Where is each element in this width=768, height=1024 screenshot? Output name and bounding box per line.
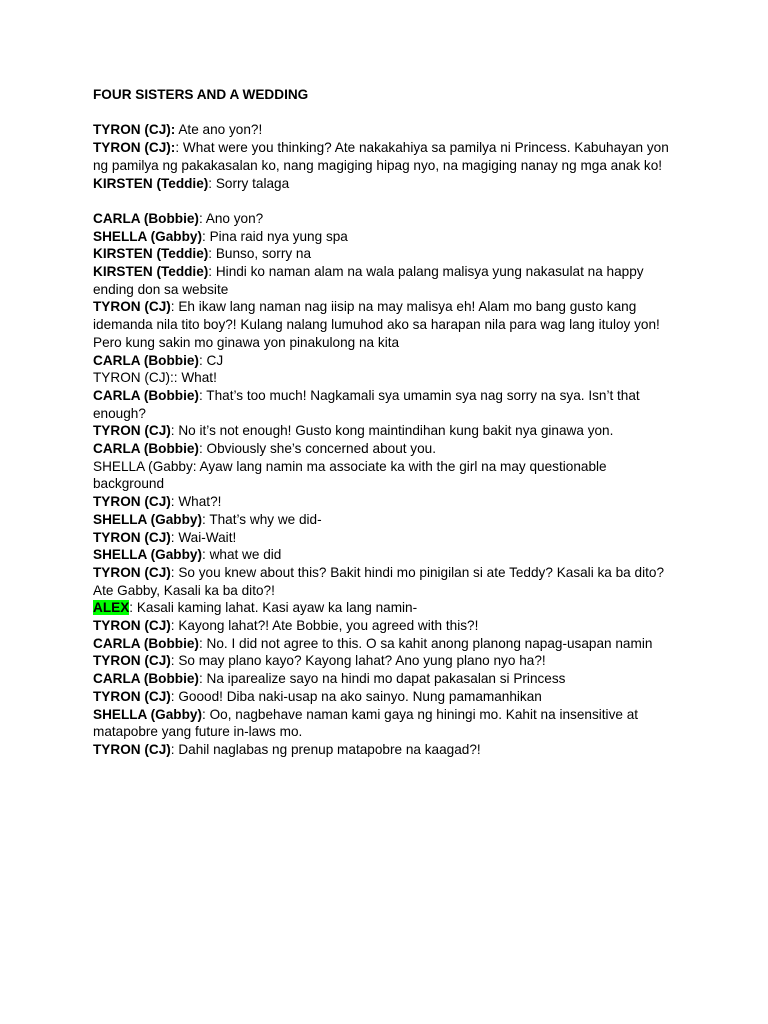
speaker-name: TYRON (CJ) — [93, 618, 171, 634]
speaker-name: KIRSTEN (Teddie) — [93, 175, 209, 191]
speaker-name: CARLA (Bobbie) — [93, 352, 199, 368]
speaker-name: KIRSTEN (Teddie) — [93, 264, 209, 279]
speaker-name: SHELLA (Gabby) — [93, 547, 203, 563]
dialogue-line — [93, 210, 673, 228]
dialogue-text: What! — [177, 370, 217, 386]
speaker-name: CARLA (Bobbie) — [93, 441, 199, 457]
document-title: FOUR SISTERS AND A WEDDING — [93, 87, 309, 102]
dialogue-line — [93, 564, 673, 599]
speaker-name: KIRSTEN (Teddie) — [93, 246, 209, 262]
dialogue-line — [93, 511, 673, 529]
dialogue-text: : No it’s not enough! Gusto kong maintindihan kung bakit nya ginawa yon. — [170, 423, 614, 439]
script-page — [93, 86, 673, 759]
dialogue-text: : What?! — [170, 494, 222, 510]
dialogue-text: Ate ano yon?! — [175, 122, 263, 138]
speaker-name: TYRON (CJ) — [93, 529, 171, 545]
speaker-name: SHELLA (Gabby) — [93, 706, 203, 722]
dialogue-text: : Wai-Wait! — [170, 529, 237, 545]
dialogue-text: : What were you thinking? Ate nakakahiya sa pamilya ni Princess. Kabuhayan yon ng pamilya ng pakakasalan ko, nang magiging hipag nyo, na magiging nanay ng mga anak ko! — [93, 140, 669, 173]
speaker-name: CARLA (Bobbie) — [93, 387, 199, 403]
speaker-name: TYRON (CJ) — [93, 423, 171, 439]
dialogue-line — [93, 688, 673, 706]
dialogue-line — [93, 652, 673, 670]
dialogue-line — [93, 245, 673, 263]
dialogue-line — [93, 670, 673, 688]
speaker-name: SHELLA (Gabby: — [93, 458, 197, 474]
blank-line — [93, 104, 673, 122]
dialogue-line — [93, 422, 673, 440]
dialogue-line — [93, 493, 673, 511]
dialogue-text: : Kayong lahat?! Ate Bobbie, you agreed with this?! — [170, 618, 479, 634]
dialogue-text: : Goood! Diba naki-usap na ako sainyo. Nung pamamanhikan — [170, 688, 542, 704]
dialogue-line — [93, 228, 673, 246]
dialogue-body — [93, 121, 673, 758]
dialogue-text: : what we did — [202, 547, 282, 563]
dialogue-text: : Obviously she’s concerned about you. — [198, 441, 436, 457]
dialogue-text: : Eh ikaw lang naman nag iisip na may malisya eh! Alam mo bang gusto kang idemanda nila tito boy?! Kulang nalang lumuhod ako sa harapan nila para wag lang ituloy yon! Pero kung sakin mo ginawa yon pinakulong na kita — [93, 299, 660, 350]
dialogue-line — [93, 617, 673, 635]
dialogue-text: : Bunso, sorry na — [208, 246, 312, 262]
speaker-name: TYRON (CJ): — [93, 122, 176, 138]
dialogue-text: : Sorry talaga — [208, 175, 290, 191]
dialogue-line — [93, 139, 673, 174]
dialogue-text: : Na iparealize sayo na hindi mo dapat pakasalan si Princess — [198, 671, 566, 687]
dialogue-text: : So may plano kayo? Kayong lahat? Ano yung plano nyo ha?! — [170, 653, 546, 669]
dialogue-line — [93, 440, 673, 458]
dialogue-line — [93, 635, 673, 653]
speaker-name: CARLA (Bobbie) — [93, 210, 199, 226]
speaker-name: TYRON (CJ) — [93, 494, 171, 510]
dialogue-line — [93, 263, 673, 298]
dialogue-text: : Pina raid nya yung spa — [202, 228, 348, 244]
speaker-name: TYRON (CJ) — [93, 564, 171, 580]
dialogue-text: : That’s why we did- — [202, 511, 322, 527]
dialogue-line — [93, 706, 673, 741]
dialogue-line — [93, 175, 673, 193]
dialogue-line — [93, 369, 673, 387]
dialogue-text: : Kasali kaming lahat. Kasi ayaw ka lang namin- — [129, 600, 418, 616]
dialogue-text: : That’s too much! Nagkamali sya umamin sya nag sorry na sya. Isn’t that enough? — [93, 387, 640, 421]
dialogue-line — [93, 741, 673, 759]
dialogue-line — [93, 298, 673, 351]
dialogue-line — [93, 529, 673, 547]
dialogue-line — [93, 352, 673, 370]
dialogue-line — [93, 599, 673, 617]
dialogue-text: : No. I did not agree to this. O sa kahit anong planong napag-usapan namin — [198, 635, 653, 651]
speaker-name: SHELLA (Gabby) — [93, 511, 203, 527]
dialogue-line — [93, 387, 673, 422]
dialogue-text: : Dahil naglabas ng prenup matapobre na kaagad?! — [170, 741, 481, 757]
speaker-name: ALEX — [93, 600, 130, 616]
speaker-name: CARLA (Bobbie) — [93, 671, 199, 687]
speaker-name: CARLA (Bobbie) — [93, 635, 199, 651]
speaker-name: TYRON (CJ) — [93, 688, 171, 704]
dialogue-text: : CJ — [198, 352, 224, 368]
speaker-name: TYRON (CJ) — [93, 299, 171, 315]
dialogue-text: : So you knew about this? Bakit hindi mo pinigilan si ate Teddy? Kasali ka ba dito? Ate Gabby, Kasali ka ba dito?! — [93, 564, 665, 598]
dialogue-text: : Oo, nagbehave naman kami gaya ng hiningi mo. Kahit na insensitive at matapobre yang future in-laws mo. — [93, 706, 639, 740]
speaker-name: TYRON (CJ):: — [93, 370, 178, 386]
speaker-name: TYRON (CJ) — [93, 653, 171, 669]
speaker-name: TYRON (CJ) — [93, 741, 171, 757]
dialogue-line — [93, 546, 673, 564]
dialogue-line — [93, 121, 673, 139]
speaker-name: TYRON (CJ): — [93, 140, 176, 156]
blank-line — [93, 192, 673, 210]
dialogue-text: Ayaw lang namin ma associate ka with the girl na may questionable background — [93, 458, 607, 492]
dialogue-text: : Ano yon? — [198, 210, 264, 226]
dialogue-text: : Hindi ko naman alam na wala palang malisya yung nakasulat na happy ending don sa website — [93, 264, 644, 297]
dialogue-line — [93, 458, 673, 493]
speaker-name: SHELLA (Gabby) — [93, 228, 203, 244]
